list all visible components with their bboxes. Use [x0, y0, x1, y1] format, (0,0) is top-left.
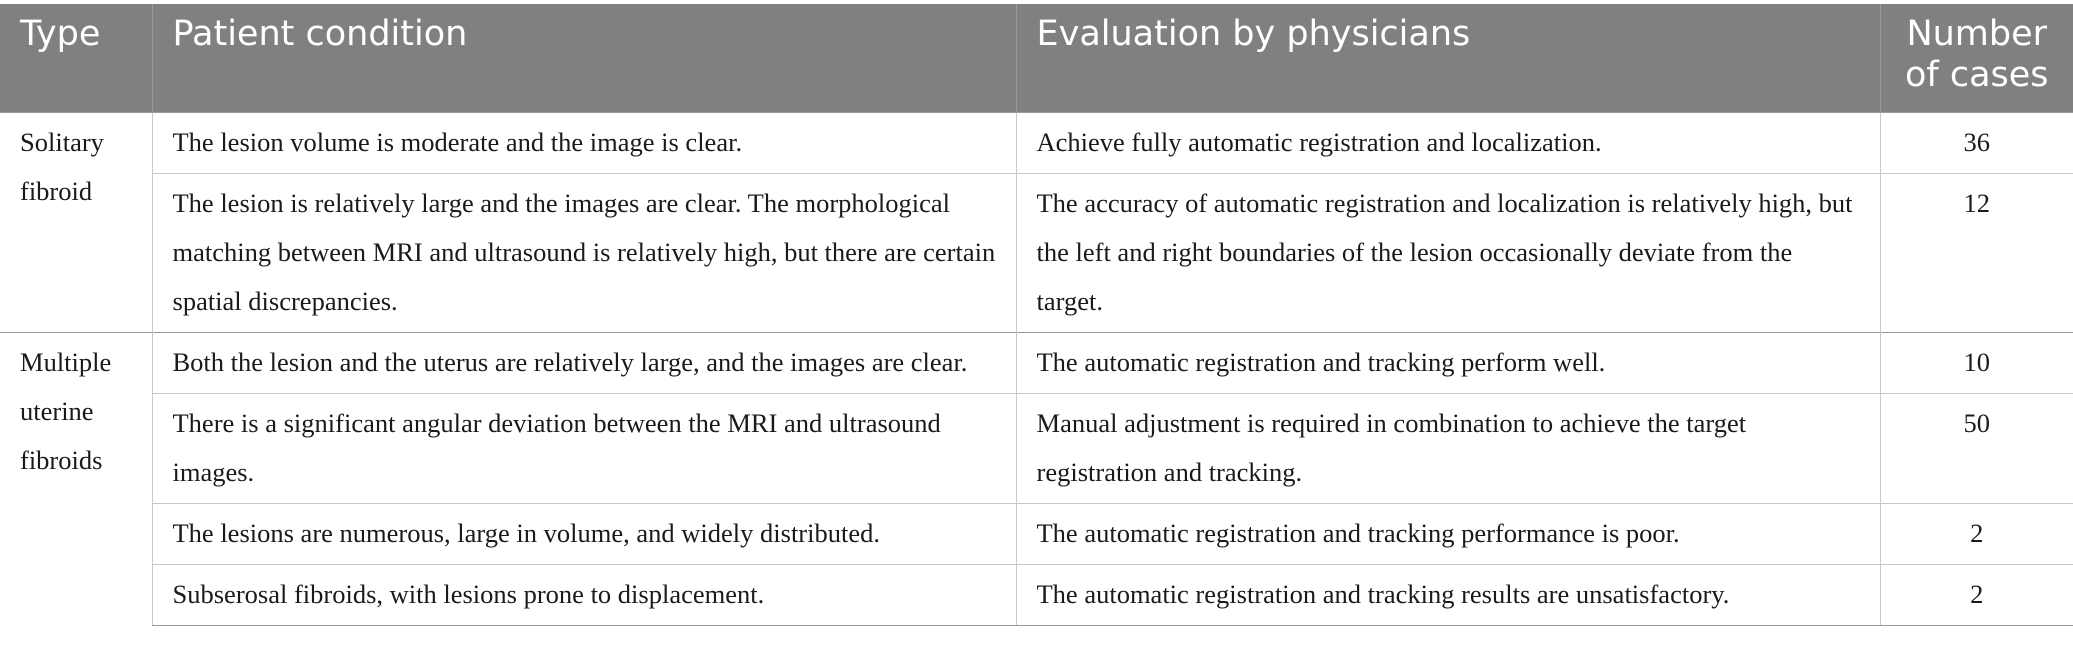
evaluation-cell: The automatic registration and tracking perform well.	[1016, 332, 1880, 393]
table-body	[0, 112, 2073, 625]
condition-cell: There is a significant angular deviation between the MRI and ultrasound images.	[152, 393, 1016, 503]
table-row	[0, 393, 2073, 503]
cases-cell: 2	[1880, 503, 2073, 564]
table-row	[0, 173, 2073, 332]
condition-cell: The lesions are numerous, large in volume, and widely distributed.	[152, 503, 1016, 564]
cases-cell: 12	[1880, 173, 2073, 332]
table-row	[0, 564, 2073, 625]
table-row	[0, 332, 2073, 393]
table-row	[0, 112, 2073, 173]
cases-cell: 2	[1880, 564, 2073, 625]
condition-cell: Subserosal fibroids, with lesions prone to displacement.	[152, 564, 1016, 625]
table-container	[0, 4, 2073, 626]
evaluation-cell: The accuracy of automatic registration and localization is relatively high, but the left and right boundaries of the lesion occasionally deviate from the target.	[1016, 173, 1880, 332]
cases-cell: 10	[1880, 332, 2073, 393]
evaluation-cell: Achieve fully automatic registration and localization.	[1016, 112, 1880, 173]
header-evaluation: Evaluation by physicians	[1016, 4, 1880, 112]
type-cell-solitary: Solitary fibroid	[0, 112, 152, 332]
evaluation-cell: The automatic registration and tracking results are unsatisfactory.	[1016, 564, 1880, 625]
evaluation-cell: Manual adjustment is required in combination to achieve the target registration and tracking.	[1016, 393, 1880, 503]
cases-cell: 50	[1880, 393, 2073, 503]
condition-cell: The lesion volume is moderate and the image is clear.	[152, 112, 1016, 173]
condition-cell: The lesion is relatively large and the images are clear. The morphological matching between MRI and ultrasound is relatively high, but there are certain spatial discrepancies.	[152, 173, 1016, 332]
cases-cell: 36	[1880, 112, 2073, 173]
table-row	[0, 503, 2073, 564]
table-header	[0, 4, 2073, 112]
evaluation-cell: The automatic registration and tracking performance is poor.	[1016, 503, 1880, 564]
results-table	[0, 4, 2073, 626]
header-row	[0, 4, 2073, 112]
condition-cell: Both the lesion and the uterus are relatively large, and the images are clear.	[152, 332, 1016, 393]
header-patient-condition: Patient condition	[152, 4, 1016, 112]
header-number-of-cases: Number of cases	[1880, 4, 2073, 112]
type-cell-multiple: Multiple uterine fibroids	[0, 332, 152, 625]
header-type: Type	[0, 4, 152, 112]
